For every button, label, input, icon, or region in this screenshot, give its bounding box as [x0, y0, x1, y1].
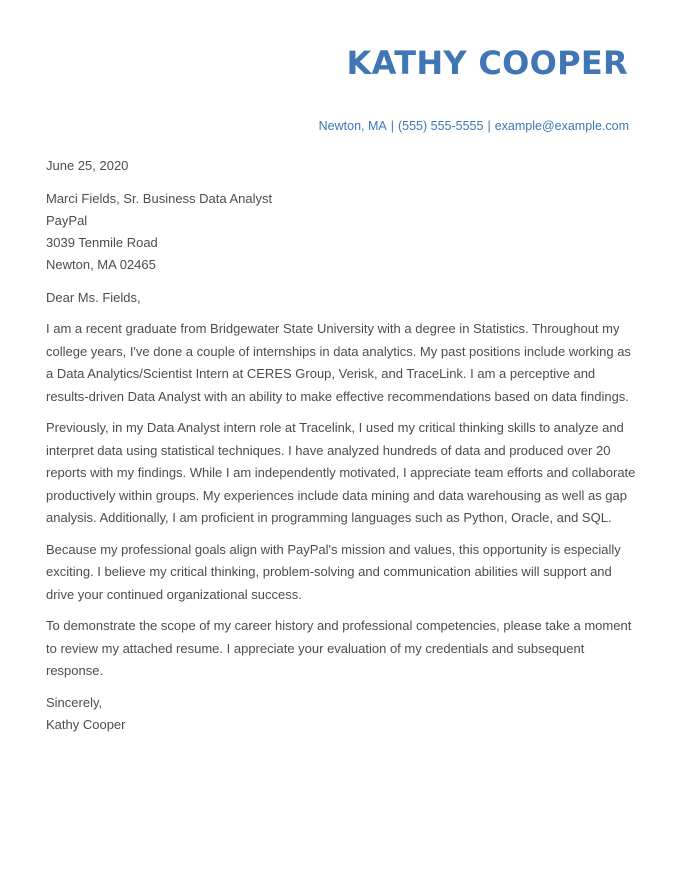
applicant-name-heading: KATHY COOPER — [346, 44, 628, 82]
letter-content — [46, 155, 636, 737]
body-paragraph-3: Because my professional goals align with PayPal's mission and values, this opportunity is especially exciting. I believe my critical thinking, problem-solving and communication abilities will support and drive your continued organizational success. — [46, 541, 621, 602]
contact-line — [319, 119, 629, 133]
contact-separator: | — [487, 119, 491, 133]
salutation: Dear Ms. Fields, — [46, 289, 141, 305]
recipient-name-title: Marci Fields, Sr. Business Data Analyst — [46, 190, 273, 206]
signature-name: Kathy Cooper — [46, 717, 126, 733]
contact-email: example@example.com — [494, 119, 629, 133]
recipient-street: 3039 Tenmile Road — [46, 235, 158, 251]
recipient-address-block — [46, 188, 636, 277]
closing-phrase: Sincerely, — [46, 694, 103, 710]
recipient-company: PayPal — [46, 212, 88, 228]
contact-location: Newton, MA — [318, 119, 387, 133]
recipient-city-state-zip: Newton, MA 02465 — [46, 257, 156, 273]
letter-date: June 25, 2020 — [46, 158, 129, 173]
body-paragraph-4: To demonstrate the scope of my career history and professional competencies, please take a moment to review my attached resume. I appreciate your evaluation of my credentials and subsequent response. — [46, 618, 632, 679]
body-paragraph-2: Previously, in my Data Analyst intern role at Tracelink, I used my critical thinking skills to analyze and interpret data using statistical techniques. I have analyzed hundreds of data and produced over 20 reports with my findings. While I am independently motivated, I appreciate team efforts and collaborate productively within groups. My experiences include data mining and data warehousing as well as gap analysis. Additionally, I am proficient in programming languages such as Python, Oracle, and SQL. — [46, 420, 636, 526]
closing-block — [46, 692, 636, 737]
contact-separator: | — [390, 119, 394, 133]
body-paragraph-1: I am a recent graduate from Bridgewater State University with a degree in Statistics. Throughout my college years, I've done a couple of internships in data analytics. My past positions include working as a Data Analytics/Scientist Intern at CERES Group, Verisk, and TraceLink. I am a perceptive and results-driven Data Analyst with an ability to make effective recommendations based on data findings. — [46, 321, 631, 404]
contact-phone: (555) 555-5555 — [397, 119, 484, 133]
